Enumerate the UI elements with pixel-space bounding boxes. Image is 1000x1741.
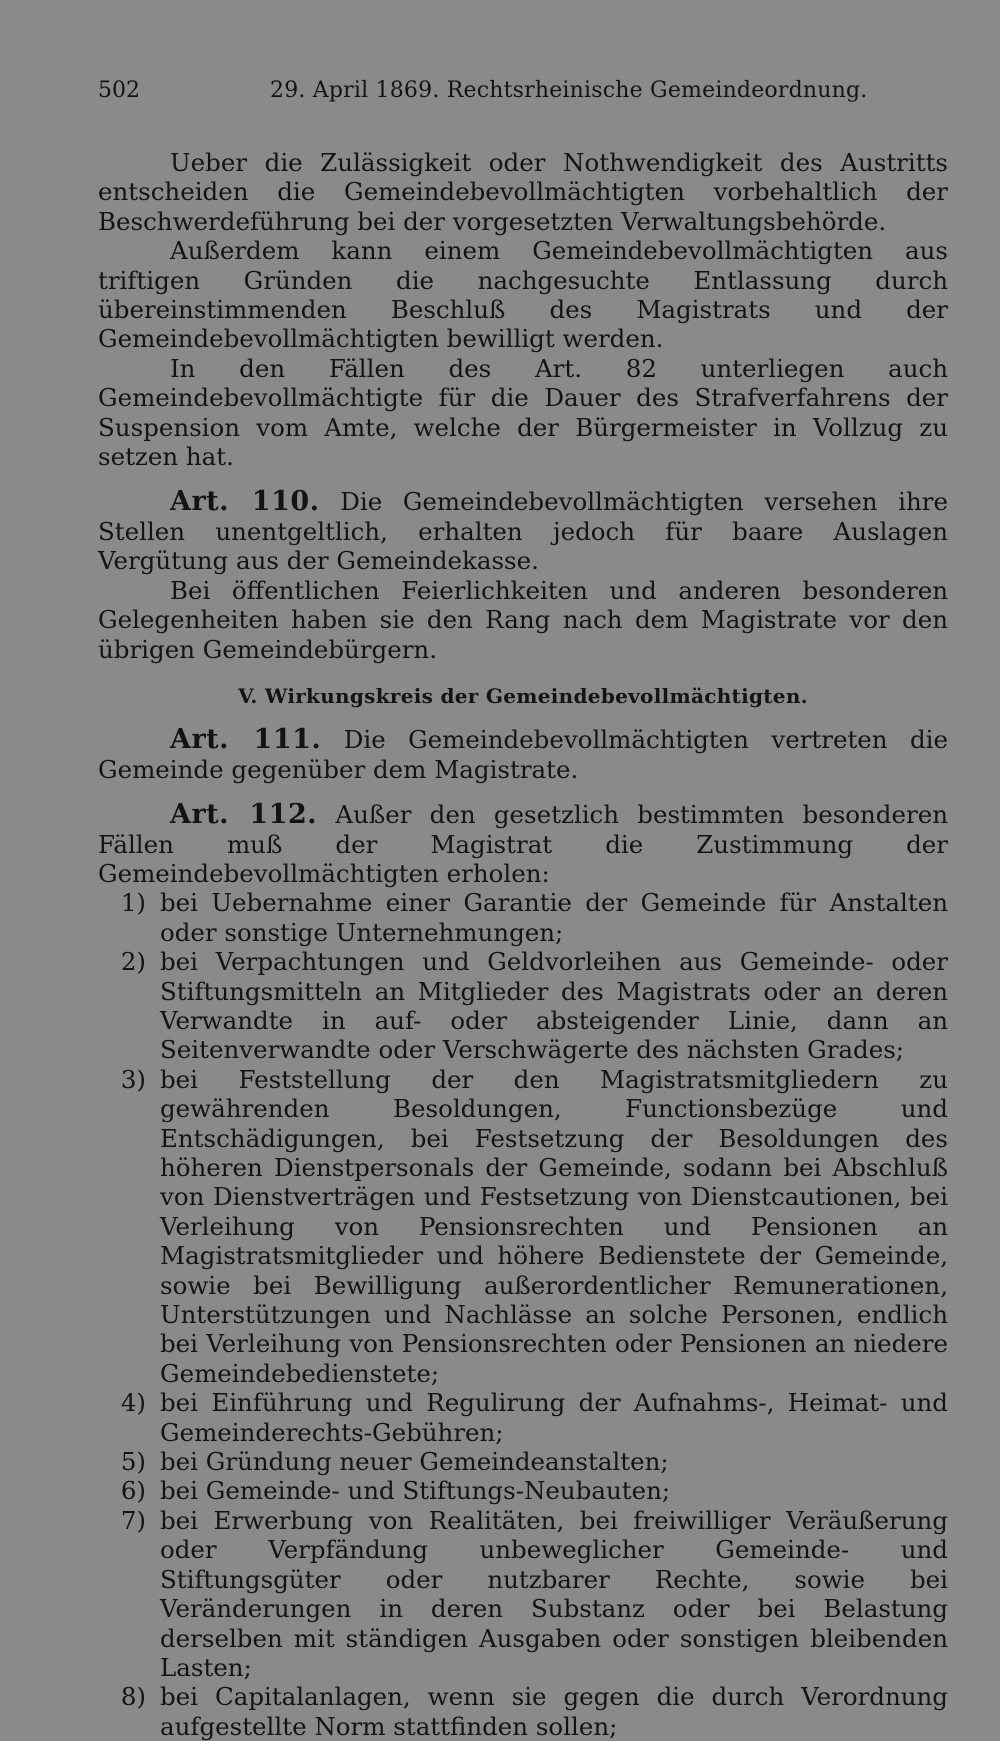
paragraph-suspension: In den Fällen des Art. 82 unterliegen auch Gemeindebevollmächtigte für die Dauer des Strafverfahrens der Suspension vom Amte, welche der Bürgermeister in Vollzug zu setzen hat. bbox=[98, 353, 948, 472]
list-item-text: bei Gründung neuer Gemeindeanstalten; bbox=[160, 1447, 669, 1477]
list-item bbox=[98, 1447, 948, 1476]
paragraph-austritt: Ueber die Zulässigkeit oder Nothwendigkeit des Austritts entscheiden die Gemeindebevollmächtigten vorbehaltlich der Beschwerdeführung bei der vorgesetzten Verwaltungsbehörde. bbox=[98, 148, 948, 236]
list-item bbox=[98, 1476, 948, 1505]
article-111-label: Art. 111. bbox=[170, 724, 322, 756]
paragraph-entlassung: Außerdem kann einem Gemeindebevollmächtigten aus triftigen Gründen die nachgesuchte Entlassung durch übereinstimmenden Beschluß des Magistrats und der Gemeindebevollmächtigten bewilligt werden. bbox=[98, 236, 948, 354]
list-item-number: 3) bbox=[120, 1064, 146, 1094]
list-item-text: bei Einführung und Regulirung der Aufnahms-, Heimat- und Gemeinderechts-Gebühren; bbox=[160, 1388, 948, 1447]
list-item-text: bei Verpachtungen und Geldvorleihen aus Gemeinde- oder Stiftungsmitteln an Mitglieder des Magistrats oder an deren Verwandte in auf- oder absteigender Linie, dann an Seitenverwandte oder Verschwägerte des nächsten Grades; bbox=[160, 947, 948, 1065]
list-item bbox=[98, 1388, 948, 1447]
article-110-paragraph-2: Bei öffentlichen Feierlichkeiten und anderen besonderen Gelegenheiten haben sie den Rang nach dem Magistrate vor den übrigen Gemeindebürgern. bbox=[98, 575, 948, 664]
page-header bbox=[98, 78, 948, 114]
list-item-text: bei Uebernahme einer Garantie der Gemeinde für Anstalten oder sonstige Unternehmungen; bbox=[160, 888, 948, 947]
list-item-number: 8) bbox=[120, 1682, 146, 1712]
list-item bbox=[98, 947, 948, 1065]
page-number: 502 bbox=[98, 78, 140, 103]
article-112-label: Art. 112. bbox=[170, 799, 318, 831]
section-heading: V. Wirkungskreis der Gemeindebevollmächtigten. bbox=[238, 683, 808, 708]
list-item-number: 1) bbox=[120, 888, 146, 918]
list-item-number: 2) bbox=[120, 947, 146, 977]
article-112-text: Außer den gesetzlich bestimmten besonderen Fällen muß der Magistrat die Zustimmung der Gemeindebevollmächtigten erholen: bbox=[98, 800, 948, 888]
article-111-text: Die Gemeindebevollmächtigten vertreten die Gemeinde gegenüber dem Magistrate. bbox=[98, 725, 948, 784]
list-item-number: 6) bbox=[120, 1476, 146, 1506]
list-item bbox=[98, 888, 948, 947]
list-item-text: bei Feststellung der den Magistratsmitgliedern zu gewährenden Besoldungen, Functionsbezüge und Entschädigungen, bei Festsetzung der Besoldungen des höheren Dienstpersonals der Gemeinde, sodann bei Abschluß von Dienstverträgen und Festsetzung von Dienstcautionen, bei Verleihung von Pensionsrechten und Pensionen an Magistratsmitglieder und höhere Bedienstete der Gemeinde, sowie bei Bewilligung außerordentlicher Remunerationen, Unterstützungen und Nachlässe an solche Personen, endlich bei Verleihung von Pensionsrechten oder Pensionen an niedere Gemeindebedienstete; bbox=[160, 1064, 948, 1388]
article-112-list bbox=[98, 888, 948, 1741]
list-item-text: bei Gemeinde- und Stiftungs-Neubauten; bbox=[160, 1476, 671, 1506]
list-item-text: bei Erwerbung von Realitäten, bei freiwilliger Veräußerung oder Verpfändung unbeweglicher Gemeinde- und Stiftungsgüter oder nutzbarer Rechte, sowie bei Veränderungen in deren Substanz oder bei Belastung derselben mit ständigen Ausgaben oder sonstigen bleibenden Lasten; bbox=[160, 1505, 948, 1682]
article-111 bbox=[98, 725, 948, 784]
list-item-number: 4) bbox=[120, 1388, 146, 1418]
list-item bbox=[98, 1506, 948, 1682]
running-title: 29. April 1869. Rechtsrheinische Gemeindeordnung. bbox=[270, 78, 868, 103]
article-110 bbox=[98, 487, 948, 575]
list-item-number: 7) bbox=[120, 1505, 146, 1535]
list-item bbox=[98, 1682, 948, 1741]
page-body bbox=[98, 148, 948, 1741]
article-110-text: Die Gemeindebevollmächtigten versehen ihre Stellen unentgeltlich, erhalten jedoch für baare Auslagen Vergütung aus der Gemeindekasse. bbox=[98, 487, 948, 576]
list-item bbox=[98, 1065, 948, 1388]
list-item-text: bei Capitalanlagen, wenn sie gegen die durch Verordnung aufgestellte Norm stattfinden sollen; bbox=[160, 1682, 948, 1741]
article-110-label: Art. 110. bbox=[170, 486, 320, 518]
list-item-number: 5) bbox=[120, 1447, 146, 1477]
article-112 bbox=[98, 800, 948, 888]
